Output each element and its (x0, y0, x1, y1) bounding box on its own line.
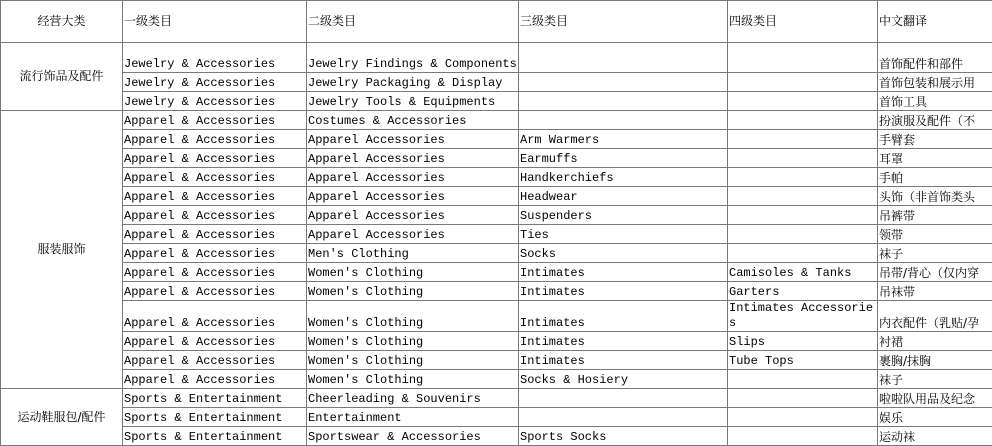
level3-cell (519, 43, 728, 73)
level2-cell: Women's Clothing (307, 370, 519, 389)
level4-cell (728, 225, 878, 244)
level1-cell: Apparel & Accessories (123, 351, 307, 370)
level4-cell (728, 92, 878, 111)
level2-cell: Apparel Accessories (307, 225, 519, 244)
table-row (1, 73, 992, 92)
level2-cell: Apparel Accessories (307, 168, 519, 187)
level3-cell: Earmuffs (519, 149, 728, 168)
table-row (1, 389, 992, 408)
header-level1: 一级类目 (123, 1, 307, 43)
level1-cell: Apparel & Accessories (123, 282, 307, 301)
level4-cell: Slips (728, 332, 878, 351)
level1-cell: Jewelry & Accessories (123, 92, 307, 111)
header-chinese-translation: 中文翻译 (878, 1, 992, 43)
level4-cell (728, 73, 878, 92)
table-row (1, 263, 992, 282)
translation-cell: 首饰工具 (878, 92, 992, 111)
level3-cell: Ties (519, 225, 728, 244)
level4-cell: Tube Tops (728, 351, 878, 370)
level2-cell: Costumes & Accessories (307, 111, 519, 130)
level4-cell: Intimates Accessories (728, 301, 878, 332)
translation-cell: 首饰配件和部件 (878, 43, 992, 73)
translation-cell: 裹胸/抹胸 (878, 351, 992, 370)
level2-cell: Jewelry Findings & Components (307, 43, 519, 73)
level2-cell: Women's Clothing (307, 301, 519, 332)
level3-cell (519, 408, 728, 427)
table-row (1, 332, 992, 351)
level4-cell (728, 408, 878, 427)
level3-cell (519, 92, 728, 111)
table-row (1, 301, 992, 332)
level3-cell: Handkerchiefs (519, 168, 728, 187)
level3-cell: Intimates (519, 351, 728, 370)
table-row (1, 187, 992, 206)
business-category-cell: 运动鞋服包/配件 (1, 389, 123, 446)
level1-cell: Apparel & Accessories (123, 149, 307, 168)
level3-cell: Intimates (519, 282, 728, 301)
translation-cell: 内衣配件（乳贴/孕 (878, 301, 992, 332)
translation-cell: 吊袜带 (878, 282, 992, 301)
table-row (1, 130, 992, 149)
level4-cell (728, 168, 878, 187)
table-row (1, 282, 992, 301)
level3-cell (519, 111, 728, 130)
header-level4: 四级类目 (728, 1, 878, 43)
level4-cell (728, 389, 878, 408)
level2-cell: Women's Clothing (307, 282, 519, 301)
level1-cell: Apparel & Accessories (123, 370, 307, 389)
level3-cell: Intimates (519, 263, 728, 282)
table-row (1, 111, 992, 130)
level2-cell: Sportswear & Accessories (307, 427, 519, 446)
table-row (1, 206, 992, 225)
translation-cell: 娱乐 (878, 408, 992, 427)
level1-cell: Apparel & Accessories (123, 301, 307, 332)
level2-cell: Apparel Accessories (307, 206, 519, 225)
level2-cell: Apparel Accessories (307, 149, 519, 168)
level1-cell: Apparel & Accessories (123, 187, 307, 206)
header-row (1, 1, 992, 43)
translation-cell: 领带 (878, 225, 992, 244)
translation-cell: 扮演服及配件（不 (878, 111, 992, 130)
header-level3: 三级类目 (519, 1, 728, 43)
level2-cell: Jewelry Tools & Equipments (307, 92, 519, 111)
business-category-cell: 流行饰品及配件 (1, 43, 123, 111)
level3-cell: Socks (519, 244, 728, 263)
level4-cell: Garters (728, 282, 878, 301)
level2-cell: Apparel Accessories (307, 130, 519, 149)
table-row (1, 427, 992, 446)
level1-cell: Apparel & Accessories (123, 206, 307, 225)
translation-cell: 袜子 (878, 370, 992, 389)
level4-cell: Camisoles & Tanks (728, 263, 878, 282)
level1-cell: Jewelry & Accessories (123, 73, 307, 92)
level1-cell: Apparel & Accessories (123, 244, 307, 263)
level1-cell: Apparel & Accessories (123, 168, 307, 187)
level3-cell: Intimates (519, 332, 728, 351)
translation-cell: 运动袜 (878, 427, 992, 446)
table-row (1, 92, 992, 111)
level3-cell (519, 389, 728, 408)
level1-cell: Sports & Entertainment (123, 389, 307, 408)
translation-cell: 首饰包装和展示用 (878, 73, 992, 92)
level2-cell: Women's Clothing (307, 351, 519, 370)
level3-cell: Suspenders (519, 206, 728, 225)
level4-cell (728, 187, 878, 206)
translation-cell: 袜子 (878, 244, 992, 263)
level1-cell: Sports & Entertainment (123, 427, 307, 446)
level1-cell: Apparel & Accessories (123, 111, 307, 130)
level2-cell: Cheerleading & Souvenirs (307, 389, 519, 408)
translation-cell: 头饰（非首饰类头 (878, 187, 992, 206)
header-business-category: 经营大类 (1, 1, 123, 43)
level4-cell (728, 130, 878, 149)
table-row (1, 225, 992, 244)
level1-cell: Sports & Entertainment (123, 408, 307, 427)
table-row (1, 43, 992, 73)
level1-cell: Apparel & Accessories (123, 332, 307, 351)
table-row (1, 351, 992, 370)
level3-cell: Headwear (519, 187, 728, 206)
table-row (1, 168, 992, 187)
level4-cell (728, 370, 878, 389)
level2-cell: Apparel Accessories (307, 187, 519, 206)
level2-cell: Jewelry Packaging & Display (307, 73, 519, 92)
level4-cell (728, 43, 878, 73)
level3-cell: Arm Warmers (519, 130, 728, 149)
level3-cell: Socks & Hosiery (519, 370, 728, 389)
level4-cell (728, 111, 878, 130)
translation-cell: 衬裙 (878, 332, 992, 351)
level4-cell (728, 427, 878, 446)
level1-cell: Jewelry & Accessories (123, 43, 307, 73)
translation-cell: 吊裤带 (878, 206, 992, 225)
translation-cell: 手帕 (878, 168, 992, 187)
level2-cell: Men's Clothing (307, 244, 519, 263)
table-row (1, 244, 992, 263)
level4-cell (728, 149, 878, 168)
translation-cell: 吊带/背心（仅内穿 (878, 263, 992, 282)
table-row (1, 370, 992, 389)
table-row (1, 149, 992, 168)
level4-cell (728, 206, 878, 225)
level3-cell: Sports Socks (519, 427, 728, 446)
level2-cell: Women's Clothing (307, 332, 519, 351)
level1-cell: Apparel & Accessories (123, 263, 307, 282)
level3-cell (519, 73, 728, 92)
level2-cell: Entertainment (307, 408, 519, 427)
translation-cell: 手臂套 (878, 130, 992, 149)
table-row (1, 408, 992, 427)
level1-cell: Apparel & Accessories (123, 130, 307, 149)
level1-cell: Apparel & Accessories (123, 225, 307, 244)
level4-cell (728, 244, 878, 263)
level3-cell: Intimates (519, 301, 728, 332)
level2-cell: Women's Clothing (307, 263, 519, 282)
business-category-cell: 服装服饰 (1, 111, 123, 389)
translation-cell: 耳罩 (878, 149, 992, 168)
header-level2: 二级类目 (307, 1, 519, 43)
translation-cell: 啦啦队用品及纪念 (878, 389, 992, 408)
